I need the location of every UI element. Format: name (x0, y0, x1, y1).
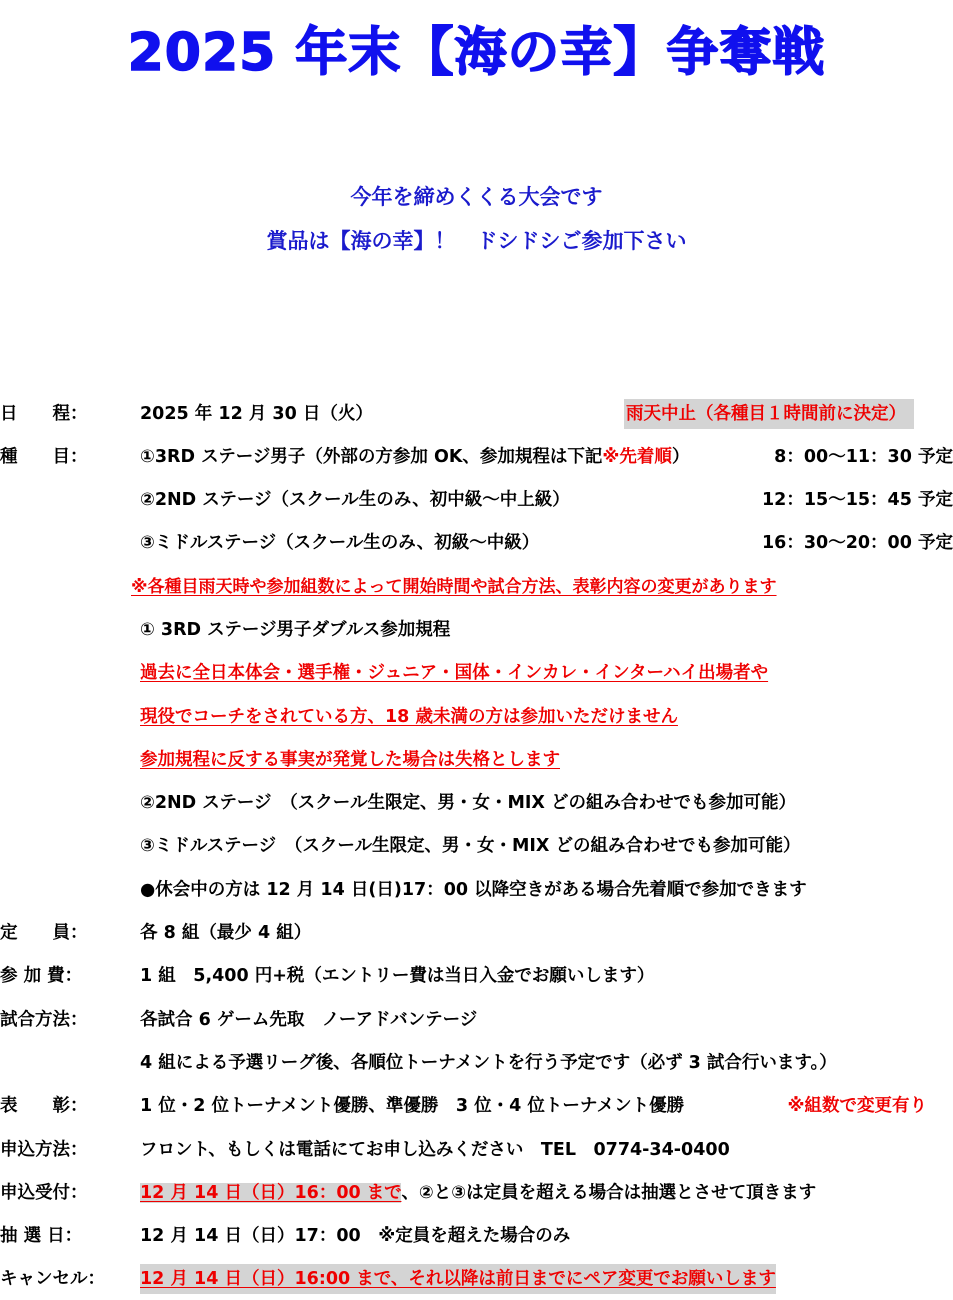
accept-rest: 、②と③は定員を超える場合は抽選とさせて頂きます (401, 1183, 817, 1203)
rule-row-2 (0, 702, 953, 732)
fee-row (0, 961, 953, 991)
rain-notice: 雨天中止（各種目１時間前に決定） (624, 399, 914, 429)
event-1-time: 8：00～11：30 予定 (774, 447, 953, 467)
event-2: ②2ND ステージ（スクール生のみ、初中級～中上級） (140, 490, 570, 510)
rule-row-3 (0, 745, 953, 775)
rule-1: 過去に全日本体会・選手権・ジュニア・国体・インカレ・インターハイ出場者や (140, 663, 769, 683)
awards-note: ※組数で変更有り (787, 1096, 927, 1116)
cancel-value: 12 月 14 日（日）16:00 まで、それ以降は前日までにペア変更でお願いします (140, 1264, 776, 1294)
event-3: ③ミドルステージ（スクール生のみ、初級～中級） (140, 533, 540, 553)
first-come-note: ※先着順 (602, 447, 672, 467)
stage-2-row (0, 788, 953, 818)
schedule-label: 日 程： (0, 404, 88, 424)
event-row-2 (0, 485, 953, 515)
cancel-label: キャンセル： (0, 1269, 105, 1289)
rule-3: 参加規程に反する事実が発覚した場合は失格とします (140, 750, 560, 770)
rule-2: 現役でコーチをされている方、18 歳未満の方は参加いただけません (140, 707, 678, 727)
leave-row (0, 875, 953, 905)
schedule-row (0, 399, 953, 429)
events-label: 種 目： (0, 447, 88, 467)
event-row-1 (0, 442, 953, 472)
format-label: 試合方法： (0, 1010, 88, 1030)
stage-3-row (0, 831, 953, 861)
event-1-close: ） (671, 447, 690, 467)
fee-label: 参 加 費： (0, 966, 83, 986)
cancel-row (0, 1264, 953, 1294)
intro-line-1: 今年を締めくくる大会です (350, 185, 603, 209)
format-row-1 (0, 1005, 953, 1035)
page-title: 2025 年末【海の幸】争奪戦 (127, 23, 826, 83)
awards-row (0, 1091, 953, 1121)
lottery-value: 12 月 14 日（日）17：00 ※定員を超えた場合のみ (140, 1226, 571, 1246)
stage-2-rule: ②2ND ステージ （スクール生限定、男・女・MIX どの組み合わせでも参加可能） (140, 793, 796, 813)
accept-value (140, 1178, 816, 1208)
intro-line-2: 賞品は【海の幸】！ ドシドシご参加下さい (266, 229, 687, 253)
rules-heading-row (0, 615, 953, 645)
leave-note: ●休会中の方は 12 月 14 日(日)17：00 以降空きがある場合先着順で参加できます (140, 880, 807, 900)
accept-label: 申込受付： (0, 1183, 88, 1203)
schedule-date: 2025 年 12 月 30 日（火） (140, 404, 373, 424)
format-row-2 (0, 1048, 953, 1078)
change-notice: ※各種目雨天時や参加組数によって開始時間や試合方法、表彰内容の変更があります (131, 577, 777, 597)
lottery-row (0, 1221, 953, 1251)
accept-row (0, 1178, 953, 1208)
format-line-2: 4 組による予選リーグ後、各順位トーナメントを行う予定です（必ず 3 試合行います。） (140, 1053, 837, 1073)
change-notice-row (0, 572, 953, 602)
event-1 (140, 442, 689, 472)
accept-deadline: 12 月 14 日（日）16：00 まで (140, 1183, 402, 1203)
stage-3-rule: ③ミドルステージ （スクール生限定、男・女・MIX どの組み合わせでも参加可能） (140, 836, 801, 856)
apply-row (0, 1135, 953, 1165)
fee-value: 1 組 5,400 円+税（エントリー費は当日入金でお願いします） (140, 966, 655, 986)
lottery-label: 抽 選 日： (0, 1226, 83, 1246)
apply-value: フロント、もしくは電話にてお申し込みください TEL 0774-34-0400 (140, 1140, 730, 1160)
event-3-time: 16：30～20：00 予定 (761, 533, 953, 553)
capacity-row (0, 918, 953, 948)
awards-label: 表 彰： (0, 1096, 88, 1116)
event-row-3 (0, 528, 953, 558)
capacity-label: 定 員： (0, 923, 88, 943)
event-1-text: ①3RD ステージ男子（外部の方参加 OK、参加規程は下記 (140, 447, 603, 467)
apply-label: 申込方法： (0, 1140, 88, 1160)
rule-row-1 (0, 658, 953, 688)
format-line-1: 各試合 6 ゲーム先取 ノーアドバンテージ (140, 1010, 478, 1030)
event-2-time: 12：15～15：45 予定 (761, 490, 953, 510)
capacity-value: 各 8 組（最少 4 組） (140, 923, 312, 943)
awards-value: 1 位・2 位トーナメント優勝、準優勝 3 位・4 位トーナメント優勝 (140, 1096, 685, 1116)
rules-heading: ① 3RD ステージ男子ダブルス参加規程 (140, 620, 451, 640)
